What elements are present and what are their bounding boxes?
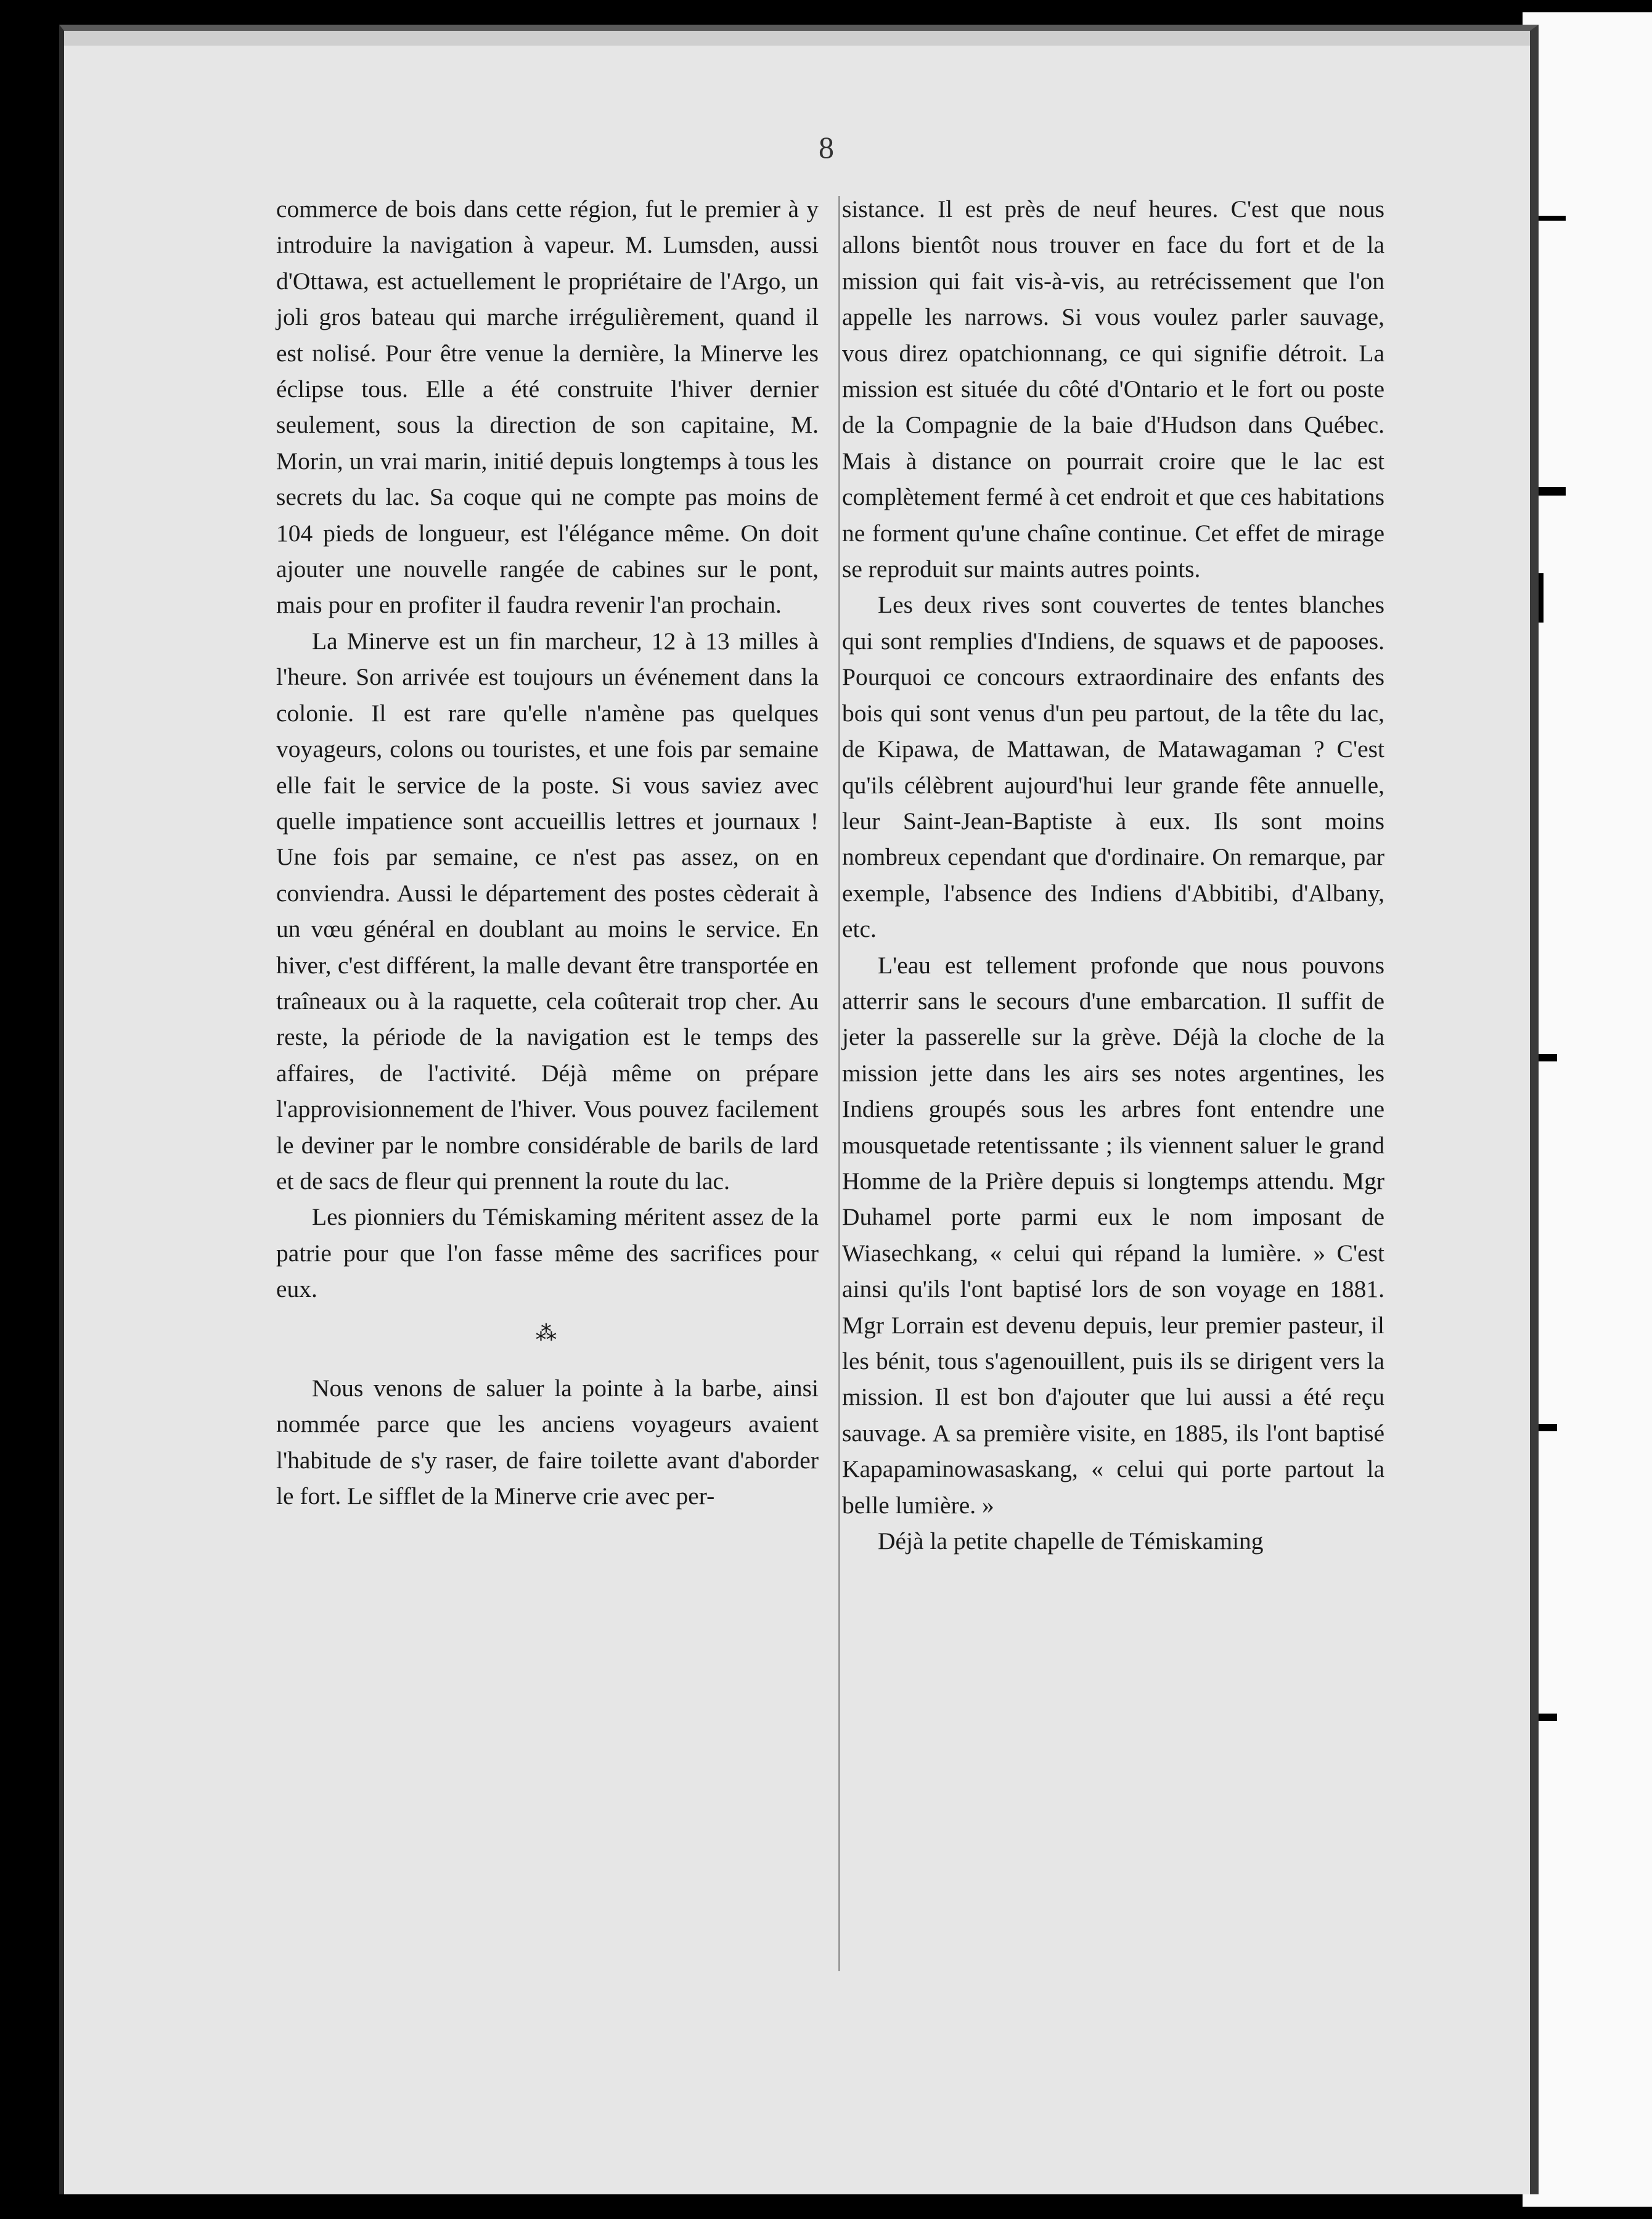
paragraph: L'eau est tellement profonde que nous pouvons atterrir sans le secours d'une embarcation. Il suffit de jeter la passerelle sur la grève. Déjà la cloche de la mission jette dans les airs ses notes argentines, les Indiens groupés sous les arbres font entendre une mousquetade retentissante ; ils viennent saluer le grand Homme de la Prière depuis si longtemps attendu. Mgr Duhamel porte parmi eux le nom imposant de Wiasechkang, « celui qui répand la lumière. » C'est ainsi qu'ils l'ont baptisé lors de son voyage en 1881. Mgr Lorrain est devenu depuis, leur premier pasteur, il les bénit, tous s'agenouillent, puis ils se dirigent vers la mission. Il est bon d'ajouter que lui aussi a été reçu sauvage. A sa première visite, en 1885, ils l'ont baptisé Kapapaminowasaskang, « celui qui porte partout la belle lumière. » (842, 951, 1384, 1519)
left-column (276, 191, 819, 1514)
page-number: 8 (819, 130, 834, 165)
paragraph: Les pionniers du Témiskaming méritent assez de la patrie pour que l'on fasse même des sacrifices pour eux. (276, 1203, 819, 1303)
adjacent-page-strip (1523, 12, 1652, 2207)
paragraph: Les deux rives sont couvertes de tentes blanches qui sont remplies d'Indiens, de squaws et de papooses. Pourquoi ce concours extraordinaire des enfants des bois qui sont venus d'un peu partout, de la tête du lac, de Kipawa, de Mattawan, de Matawagaman ? C'est qu'ils célèbrent aujourd'hui leur grande fête annuelle, leur Saint-Jean-Baptiste à eux. Ils sont moins nombreux cependant que d'ordinaire. On remarque, par exemple, l'absence des Indiens d'Abbitibi, d'Albany, etc. (842, 591, 1384, 943)
paragraph: Déjà la petite chapelle de Témiskaming (878, 1527, 1264, 1555)
paragraph: Nous venons de saluer la pointe à la barbe, ainsi nommée parce que les anciens voyageurs avaient l'habitude de s'y raser, de faire toilette avant d'aborder le fort. Le sifflet de la Minerve crie avec per- (276, 1374, 819, 1510)
paragraph: commerce de bois dans cette région, fut le premier à y introduire la navigation à vapeur. M. Lumsden, aussi d'Ottawa, est actuellement le propriétaire de l'Argo, un joli gros bateau qui marche irrégulièrement, quand il est nolisé. Pour être venue la dernière, la Minerve les éclipse tous. Elle a été construite l'hiver dernier seulement, sous la direction de son capitaine, M. Morin, un vrai marin, initié depuis longtemps à tous les secrets du lac. Sa coque qui ne compte pas moins de 104 pieds de longueur, est l'élégance même. On doit ajouter une nouvelle rangée de cabines sur le pont, mais pour en profiter il faudra revenir l'an prochain. (276, 195, 819, 619)
right-column (842, 191, 1384, 1559)
column-divider (838, 196, 840, 1971)
section-separator: ⁂ (536, 1322, 559, 1345)
paragraph: La Minerve est un fin marcheur, 12 à 13 milles à l'heure. Son arrivée est toujours un événement dans la colonie. Il est rare qu'elle n'amène pas quelques voyageurs, colons ou touristes, et une fois par semaine elle fait le service de la poste. Si vous saviez avec quelle impatience sont accueillis lettres et journaux ! Une fois par semaine, ce n'est pas assez, on en conviendra. Aussi le département des postes cèderait à un vœu général en doublant au moins le service. En hiver, c'est différent, la malle devant être transportée en traîneaux ou à la raquette, cela coûterait trop cher. Au reste, la période de la navigation est le temps des affaires, de l'activité. Déjà même on prépare l'approvisionnement de l'hiver. Vous pouvez facilement le deviner par le nombre considérable de barils de lard et de sacs de fleur qui prennent la route du lac. (276, 627, 819, 1195)
paragraph: sistance. Il est près de neuf heures. C'est que nous allons bientôt nous trouver en face du fort et de la mission qui fait vis-à-vis, au retrécissement que l'on appelle les narrows. Si vous voulez parler sauvage, vous direz opatchionnang, ce qui signifie détroit. La mission est située du côté d'Ontario et le fort ou poste de la Compagnie de la baie d'Hudson dans Québec. Mais à distance on pourrait croire que le lac est complètement fermé à cet endroit et que ces habitations ne forment qu'une chaîne continue. Cet effet de mirage se reproduit sur maints autres points. (842, 195, 1384, 583)
